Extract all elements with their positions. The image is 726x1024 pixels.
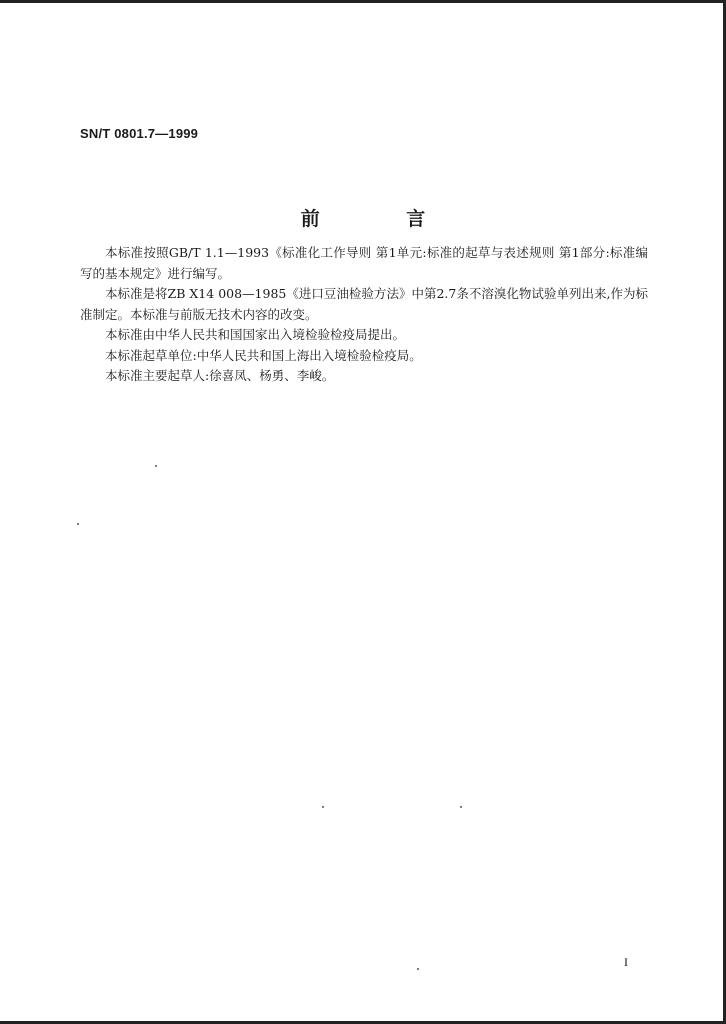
foreword-paragraph: 本标准是将ZB X14 008—1985《进口豆油检验方法》中第2.7条不溶溴化物试验单列出来,作为标准制定。本标准与前版无技术内容的改变。 [80,286,648,322]
page-title: 前 言 [300,208,466,230]
standard-number: SN/T 0801.7—1999 [80,126,199,141]
foreword-body [80,243,648,387]
scan-speck [417,968,419,970]
page-number: I [624,955,628,969]
foreword-paragraph: 本标准起草单位:中华人民共和国上海出入境检验检疫局。 [105,347,422,363]
scan-speck [77,523,79,525]
scan-speck [155,465,157,467]
foreword-paragraph: 本标准主要起草人:徐喜凤、杨勇、李峻。 [105,368,335,383]
foreword-paragraph: 本标准由中华人民共和国国家出入境检验检疫局提出。 [105,327,406,342]
scan-speck [322,806,324,808]
top-border [0,0,726,3]
foreword-paragraph: 本标准按照GB/T 1.1—1993《标准化工作导则 第1单元:标准的起草与表述规则 第1部分:标准编写的基本规定》进行编写。 [80,245,648,281]
scan-speck [460,806,462,808]
